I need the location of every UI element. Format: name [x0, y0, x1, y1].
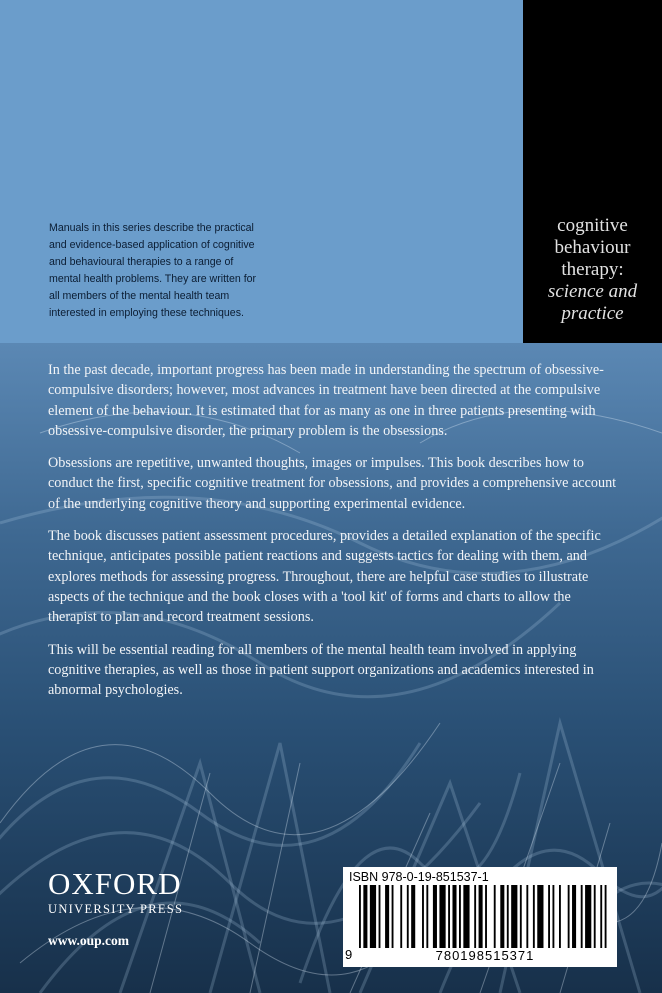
barcode-bar: [433, 885, 437, 949]
series-title-line: cognitive: [557, 215, 628, 236]
barcode-bar: [537, 885, 543, 949]
barcode-bar: [392, 885, 394, 949]
series-title: [523, 215, 662, 325]
barcode-bar: [426, 885, 428, 949]
barcode-bar: [533, 885, 535, 949]
publisher-name: OXFORD: [48, 866, 182, 901]
barcode-bar: [494, 885, 496, 949]
barcode-bar: [439, 885, 445, 949]
series-title-line: therapy:: [561, 259, 624, 280]
blurb-paragraph: In the past decade, important progress has been made in understanding the spectrum of obsessive-compulsive disorders; however, most advances in treatment have been directed at the compulsive element of the behaviour. It is estimated that for as many as one in three patients presenting with obsessive-compulsive disorder, the primary problem is the obsessions.: [48, 362, 604, 439]
barcode-bar: [507, 885, 509, 949]
series-title-line: behaviour: [554, 237, 631, 258]
blurb-paragraph: This will be essential reading for all members of the mental health team involved in applying cognitive therapies, as well as those in patient support organizations and academics interested in abnormal psychologies.: [48, 641, 594, 699]
barcode-bar: [594, 885, 596, 949]
barcode-bar: [474, 885, 476, 949]
barcode-bar: [559, 885, 561, 949]
book-blurb: [48, 360, 620, 712]
series-description: Manuals in this series describe the practical and evidence-based application of cognitive and behavioural therapies to a range of mental health problems. They are written for all members of the mental health team interested in employing these techniques.: [49, 222, 257, 319]
barcode-bar: [448, 885, 450, 949]
barcode-bar: [385, 885, 389, 949]
barcode-bar: [520, 885, 522, 949]
barcode-bar: [552, 885, 554, 949]
isbn-label: ISBN 978-0-19-851537-1: [349, 870, 489, 884]
barcode-bar: [411, 885, 415, 949]
publisher-logo: [48, 868, 183, 917]
barcode-bar: [422, 885, 424, 949]
barcode-bar: [452, 885, 456, 949]
barcode-bar: [400, 885, 402, 949]
blurb-paragraph: Obsessions are repetitive, unwanted thoughts, images or impulses. This book describes how to conduct the first, specific cognitive treatment for obsessions, and provides a comprehensive account of the underlying cognitive theory and supporting experimental evidence.: [48, 455, 617, 512]
barcode-bar: [581, 885, 583, 949]
series-title-line: science and: [547, 281, 638, 302]
barcode-bar: [526, 885, 528, 949]
series-title-line: practice: [561, 303, 624, 324]
barcode-bar: [568, 885, 570, 949]
barcode-bar: [500, 885, 504, 949]
barcode-bar: [407, 885, 409, 949]
barcode-bar: [548, 885, 550, 949]
barcode-bar: [511, 885, 517, 949]
barcode-bar: [459, 885, 461, 949]
barcode-digits: 780198515371: [357, 948, 613, 963]
barcode-bar: [370, 885, 376, 949]
barcode-bar: [463, 885, 469, 949]
publisher-url[interactable]: www.oup.com: [48, 933, 130, 948]
blurb-paragraph: The book discusses patient assessment procedures, provides a detailed explanation of the specific technique, anticipates possible patient reactions and suggests tactics for dealing with them, and explores methods for assessing progress. Throughout, there are helpful case studies to illustrate aspects of the technique and the book closes with a 'tool kit' of forms and charts to allow the therapist to plan and record treatment sessions.: [48, 528, 601, 626]
barcode: [343, 867, 617, 967]
barcode-bar: [572, 885, 576, 949]
barcode-first-digit: 9: [345, 947, 353, 962]
barcode-bar: [379, 885, 381, 949]
barcode-bar: [585, 885, 591, 949]
publisher-press: UNIVERSITY PRESS: [48, 902, 184, 916]
